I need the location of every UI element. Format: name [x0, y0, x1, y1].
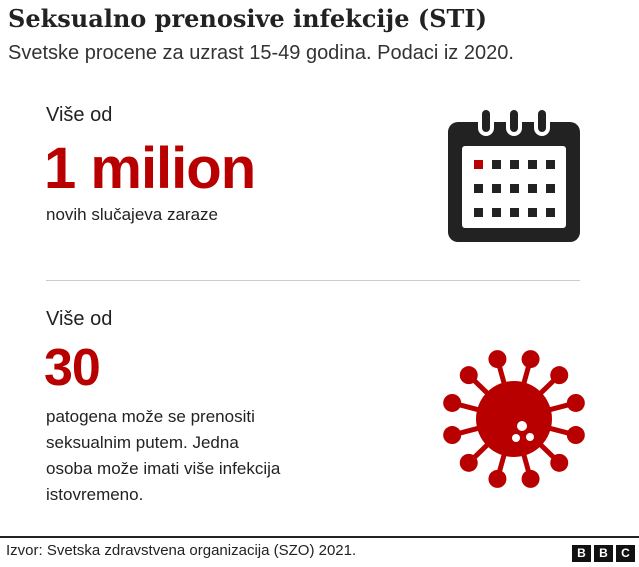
calendar-icon: [446, 108, 582, 244]
virus-spike-tip: [522, 350, 540, 368]
virus-spike-tip: [460, 454, 478, 472]
logo-block: B: [594, 545, 613, 562]
calendar-day: [528, 208, 537, 217]
calendar-day: [474, 160, 483, 169]
footer-divider: [0, 536, 639, 538]
section-divider: [46, 280, 580, 281]
bbc-logo: [572, 545, 635, 562]
virus-spike-tip: [488, 470, 506, 488]
calendar-day: [528, 160, 537, 169]
calendar-day: [546, 160, 555, 169]
calendar-day: [510, 184, 519, 193]
logo-block: C: [616, 545, 635, 562]
description-line: istovremeno.: [46, 485, 144, 504]
calendar-day: [474, 208, 483, 217]
logo-block: B: [572, 545, 591, 562]
description-line: patogena može se prenositi: [46, 407, 255, 426]
stat-1-prefix: Više od: [46, 104, 113, 126]
virus-spike-tip: [550, 454, 568, 472]
virus-spike-tip: [443, 426, 461, 444]
stat-2-value: 30: [44, 339, 100, 397]
calendar-day: [492, 184, 501, 193]
virus-spike-tip: [550, 366, 568, 384]
calendar-day: [528, 184, 537, 193]
page-title: Seksualno prenosive infekcije (STI): [8, 4, 487, 33]
calendar-day: [546, 184, 555, 193]
page-subtitle: Svetske procene za uzrast 15-49 godina. Podaci iz 2020.: [8, 42, 514, 64]
stat-1-description: novih slučajeva zaraze: [46, 205, 218, 224]
stat-2-prefix: Više od: [46, 308, 113, 330]
source-text: Izvor: Svetska zdravstvena organizacija (SZO) 2021.: [6, 542, 357, 559]
description-line: osoba može imati više infekcija: [46, 459, 281, 478]
virus-spike-tip: [522, 470, 540, 488]
virus-spike-tip: [460, 366, 478, 384]
virus-spike-tip: [488, 350, 506, 368]
virus-icon: [436, 346, 592, 492]
virus-spike-tip: [567, 426, 585, 444]
stat-1-value: 1 milion: [44, 136, 256, 201]
stat-2-description: [46, 404, 280, 508]
calendar-day: [492, 208, 501, 217]
calendar-day: [510, 160, 519, 169]
calendar-day: [474, 184, 483, 193]
calendar-day: [492, 160, 501, 169]
calendar-day: [510, 208, 519, 217]
virus-spike-tip: [443, 394, 461, 412]
calendar-day: [546, 208, 555, 217]
description-line: seksualnim putem. Jedna: [46, 433, 239, 452]
virus-spike-tip: [567, 394, 585, 412]
